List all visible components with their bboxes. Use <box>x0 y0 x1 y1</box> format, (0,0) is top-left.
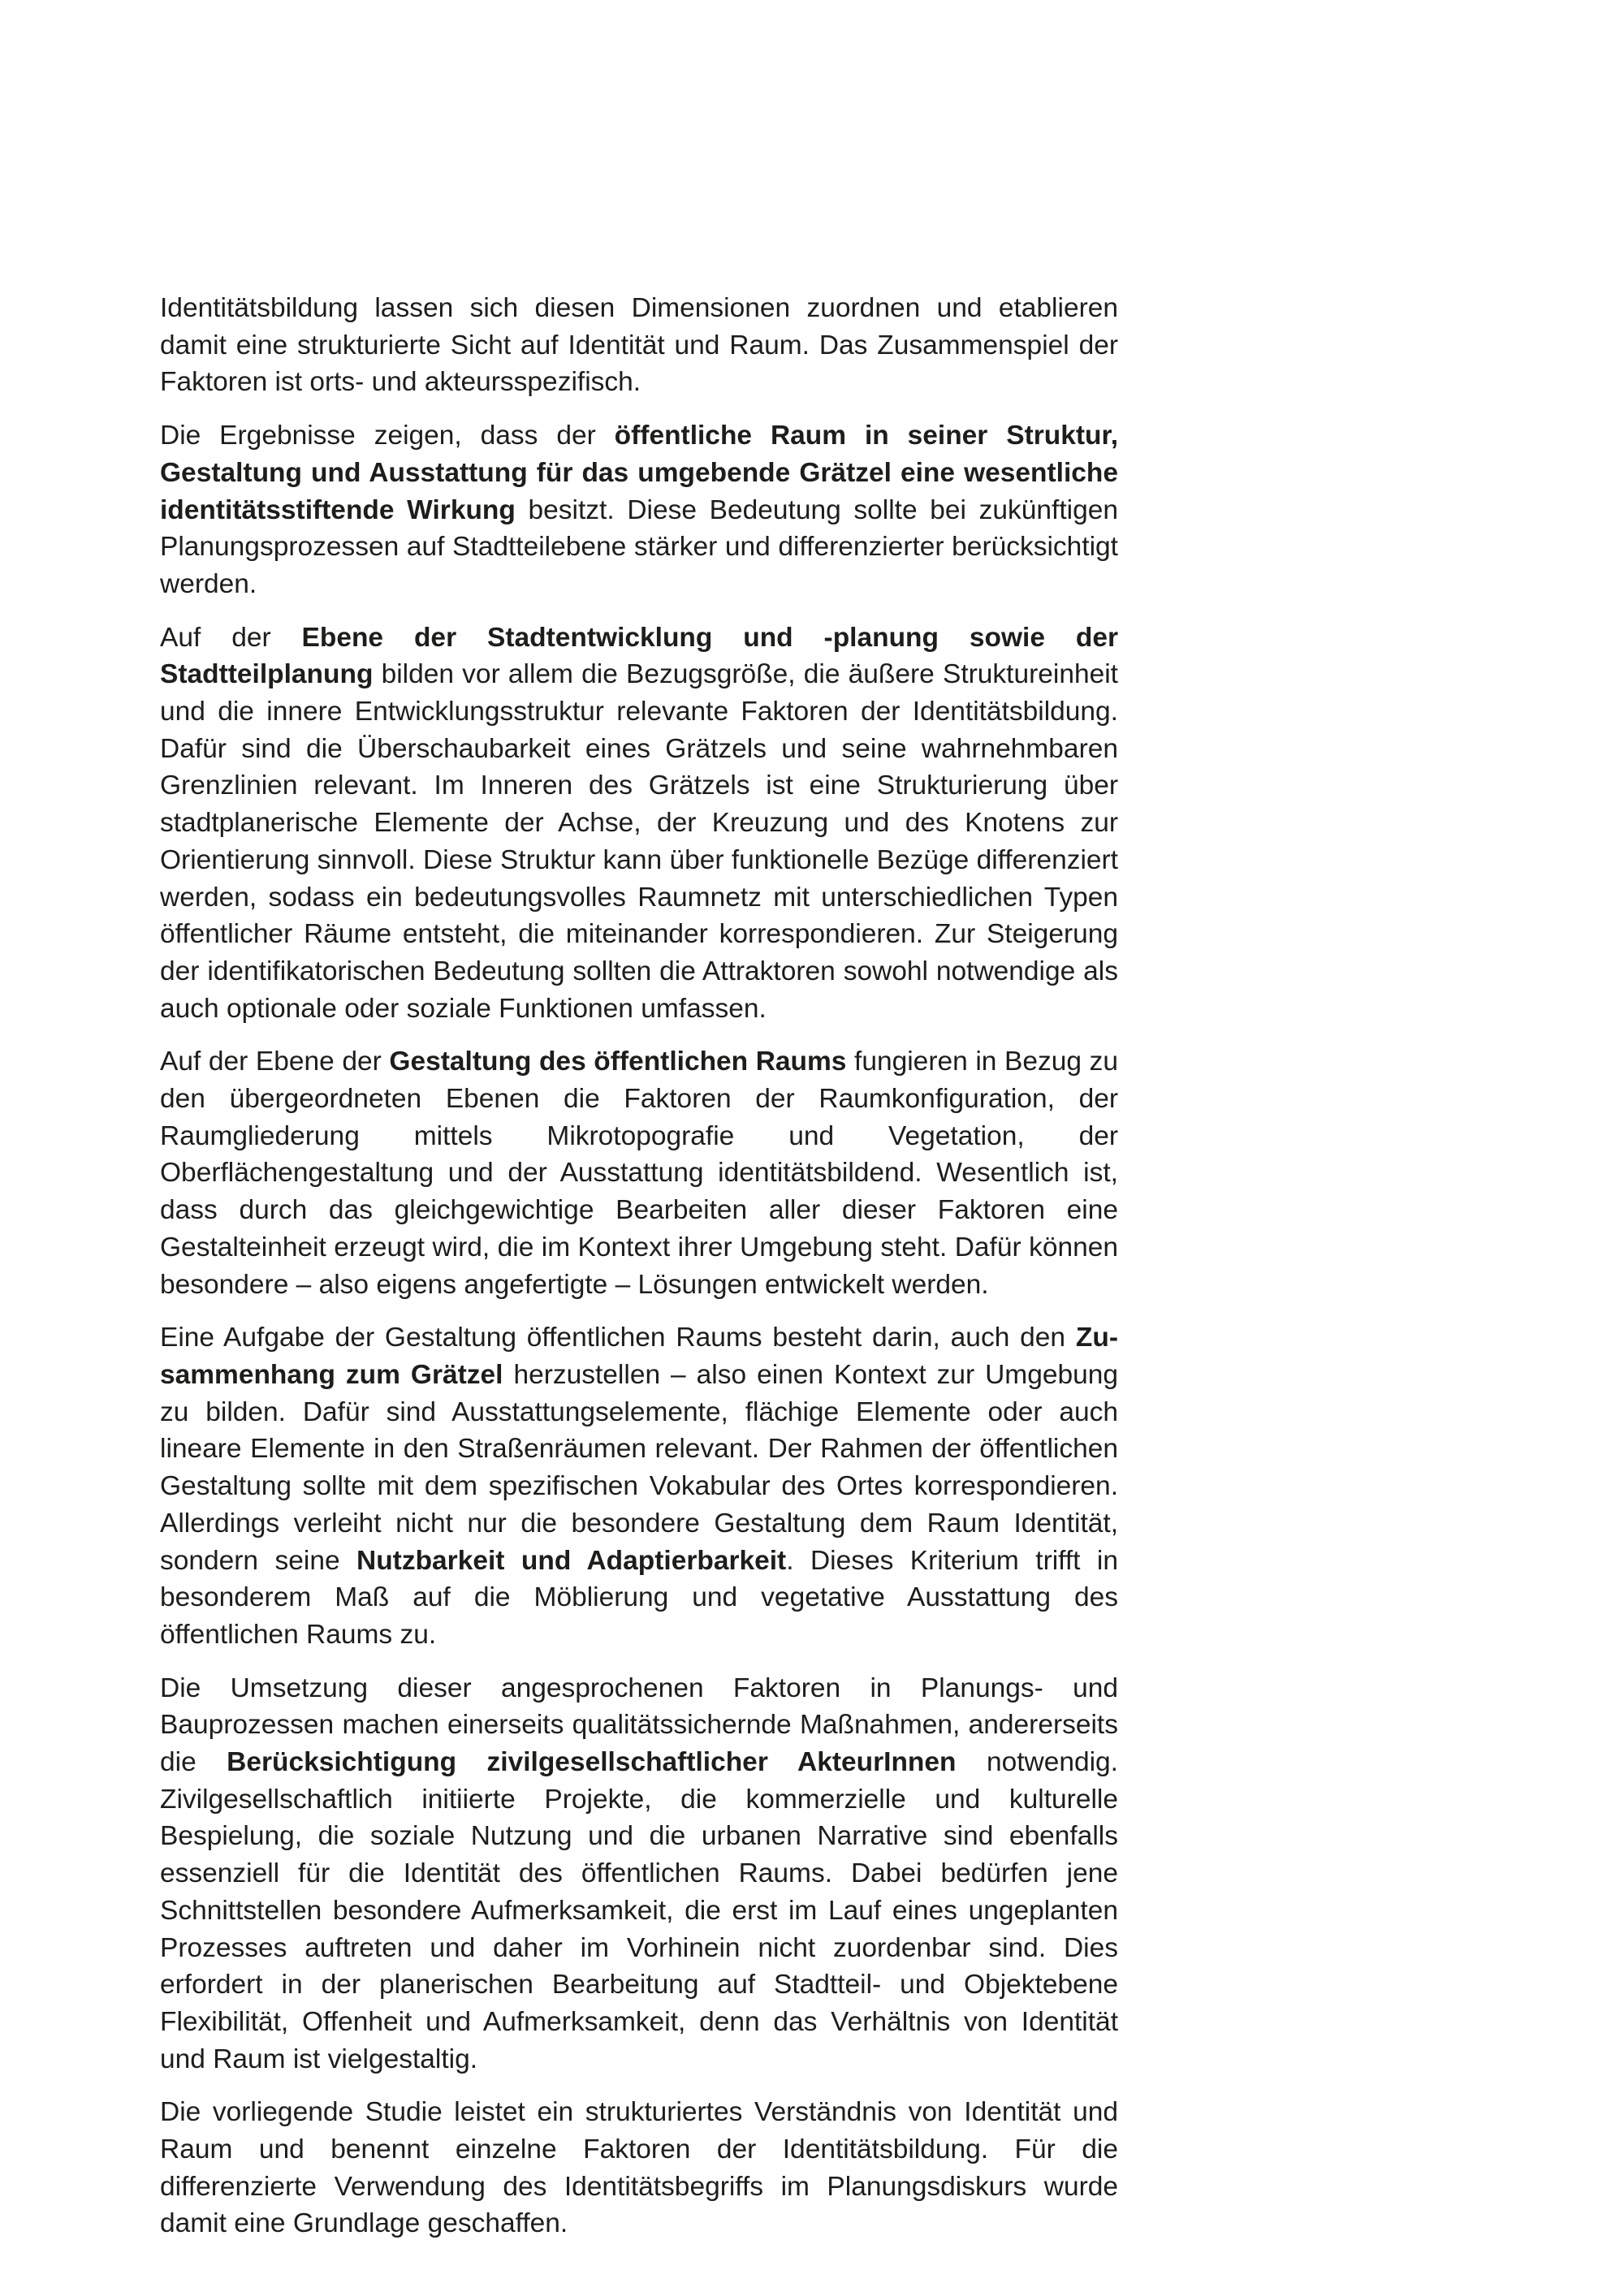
paragraph-text: besitzt. Diese Bedeutung sollte bei zukünftigen Planungsprozessen auf Stadtteilebene stärker und differenzierter berücksichtigt werden. <box>160 494 1118 599</box>
emphasis-text: Zusammenhang zum Grätzel <box>160 1323 1118 1390</box>
paragraph-text: bilden vor allem die Bezugsgröße, die äußere Struktureinheit und die innere Entwicklungsstruktur relevante Faktoren der Identitätsbildung. Dafür sind die Überschaubarkeit eines Grätzels und seine wahrnehmbaren Grenzlinien relevant. Im Inneren des Grätzels ist eine Strukturierung über stadtplanerische Elemente der Achse, der Kreuzung und des Knotens zur Orientierung sinnvoll. Diese Struktur kann über funktionelle Bezüge differenziert werden, sodass ein bedeutungsvolles Raumnetz mit unterschiedlichen Typen öffentlicher Räume entsteht, die miteinander korrespondieren. Zur Steigerung der identifikatorischen Bedeutung sollten die Attraktoren sowohl notwendige als auch optionale oder soziale Funktionen umfassen. <box>160 659 1118 1024</box>
paragraph-6 <box>160 1670 1118 2078</box>
emphasis-text: Gestaltung des öffentlichen Raums <box>389 1047 847 1077</box>
paragraph-text: fungieren in Bezug zu den übergeordneten Ebenen die Faktoren der Raumkonfiguration, der Raumgliederung mittels Mikrotopografie und Vegetation, der Oberflächengestaltung und der Ausstattung identitätsbildend. Wesentlich ist, dass durch das gleichgewichtige Bearbeiten aller dieser Faktoren eine Gestalteinheit erzeugt wird, die im Kontext ihrer Umgebung steht. Dafür können besondere – also eigens angefertigte – Lösungen entwickelt werden. <box>160 1047 1118 1300</box>
paragraph-text: herzustellen – also einen Kontext zur Umgebung zu bilden. Dafür sind Ausstattungselemente, flächige Elemente oder auch lineare Elemente in den Straßenräumen relevant. Der Rahmen der öffentlichen Gestaltung sollte mit dem spezifischen Vokabular des Ortes korrespondieren. Allerdings verleiht nicht nur die besondere Gestaltung dem Raum Identität, sondern seine <box>160 1359 1118 1576</box>
paragraph-3 <box>160 619 1118 1028</box>
paragraph-text: notwendig. Zivilgesellschaftlich initiierte Projekte, die kommerzielle und kulturelle Bespielung, die soziale Nutzung und die urbanen Narrative sind ebenfalls essenziell für die Identität des öffentlichen Raums. Dabei bedürfen jene Schnittstellen besondere Aufmerksamkeit, die erst im Lauf eines ungeplanten Prozesses auftreten und daher im Vorhinein nicht zuordenbar sind. Dies erfordert in der planerischen Bearbeitung auf Stadtteil- und Objektebene Flexibilität, Offenheit und Aufmerksamkeit, denn das Verhältnis von Identität und Raum ist vielgestaltig. <box>160 1747 1118 2074</box>
paragraph-text: Auf der <box>160 622 302 653</box>
paragraph-text: Auf der Ebene der <box>160 1047 390 1077</box>
emphasis-text: Nutzbarkeit und Adaptierbarkeit <box>356 1545 787 1576</box>
paragraph-1 <box>160 290 1118 401</box>
paragraph-text: . Dieses Kriterium trifft in besonderem Maß auf die Möblierung und vegetative Ausstattung des öffentlichen Raums zu. <box>160 1545 1118 1650</box>
paragraph-text: Eine Aufgabe der Gestaltung öffentlichen Raums besteht darin, auch den <box>160 1323 1076 1353</box>
paragraph-2 <box>160 417 1118 603</box>
paragraph-5 <box>160 1319 1118 1653</box>
emphasis-text: Ebene der Stadtentwicklung und -planung sowie der Stadtteilplanung <box>160 622 1118 690</box>
paragraph-text: Die Umsetzung dieser angesprochenen Faktoren in Planungs- und Bauprozessen machen einerseits qualitätssichernde Maßnahmen, andererseits die <box>160 1672 1118 1778</box>
body-text <box>160 290 1118 2259</box>
paragraph-text: Die vorliegende Studie leistet ein strukturiertes Verständnis von Identität und Raum und benennt einzelne Faktoren der Identitätsbildung. Für die differenzierte Verwendung des Identitätsbegriffs im Planungsdiskurs wurde damit eine Grundlage geschaffen. <box>160 2097 1118 2239</box>
paragraph-text: Identitätsbildung lassen sich diesen Dimensionen zuordnen und etablieren damit eine strukturierte Sicht auf Identität und Raum. Das Zusammenspiel der Faktoren ist orts- und akteursspezifisch. <box>160 293 1118 398</box>
emphasis-text: Berücksichtigung zivilgesellschaftlicher AkteurInnen <box>227 1747 957 1778</box>
paragraph-7 <box>160 2094 1118 2242</box>
paragraph-text: Die Ergebnisse zeigen, dass der <box>160 421 615 451</box>
paragraph-4 <box>160 1043 1118 1303</box>
emphasis-text: öffentliche Raum in seiner Struktur, Gestaltung und Ausstattung für das umgebende Grätzel eine wesentliche identitätsstiftende Wirkung <box>160 421 1119 525</box>
